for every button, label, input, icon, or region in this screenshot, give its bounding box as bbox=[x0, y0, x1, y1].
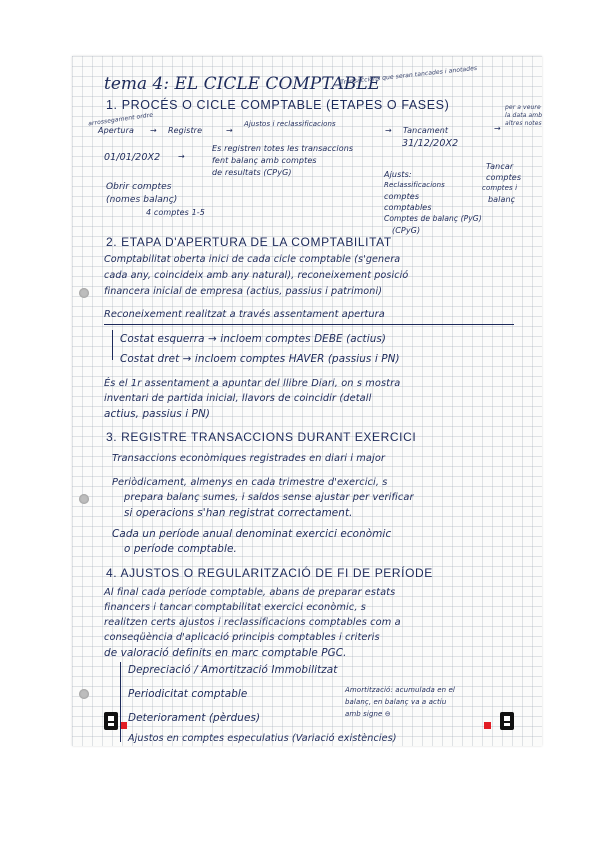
tanc-note: comptes i bbox=[482, 184, 518, 192]
margin-note: la data amb bbox=[505, 112, 543, 119]
binder-hole bbox=[79, 689, 89, 699]
flow-step: Ajustos i reclassificacions bbox=[244, 120, 336, 128]
bullet-item: Periodicitat comptable bbox=[128, 688, 248, 700]
ajust-note: comptes bbox=[384, 192, 420, 201]
binder-hole bbox=[79, 494, 89, 504]
red-marker-icon bbox=[120, 722, 127, 729]
bullet-item: Transaccions econòmiques registrades en diari i major bbox=[112, 453, 386, 464]
flow-step: Registre bbox=[168, 126, 203, 135]
underline bbox=[104, 324, 514, 325]
register-note: de resultats (CPyG) bbox=[212, 168, 292, 177]
arrow-icon: → bbox=[226, 126, 233, 135]
paragraph-line: És el 1r assentament a apuntar del llibre Diari, on s mostra bbox=[104, 378, 401, 389]
flow-step: Apertura bbox=[98, 126, 134, 135]
bracket-line bbox=[112, 330, 113, 360]
side-note: Amortització: acumulada en el bbox=[345, 686, 455, 694]
ajust-note: Reclassificacions bbox=[384, 181, 445, 189]
arrow-icon: → bbox=[150, 126, 157, 135]
paragraph-line: cada any, coincideix amb any natural), reconeixement posició bbox=[104, 270, 409, 281]
bullet-item: Periòdicament, almenys en cada trimestre d'exercici, s bbox=[112, 477, 388, 488]
bullet-item: Ajustos en comptes especulatius (Variació existències) bbox=[128, 733, 397, 744]
obrir-note: Obrir comptes bbox=[106, 182, 172, 192]
section-heading: 4. AJUSTOS O REGULARITZACIÓ DE FI DE PERÍODE bbox=[106, 566, 433, 580]
paragraph-line: actius, passius i PN) bbox=[104, 408, 211, 420]
bracket-line bbox=[120, 662, 121, 742]
bullet-item: Deteriorament (pèrdues) bbox=[128, 712, 261, 724]
paragraph-line: financera inicial de empresa (actius, passius i patrimoni) bbox=[104, 286, 383, 297]
tanc-note: Tancar bbox=[486, 162, 514, 171]
section-heading: 3. REGISTRE TRANSACCIONS DURANT EXERCICI bbox=[106, 430, 417, 444]
paragraph-line: Al final cada període comptable, abans de preparar estats bbox=[104, 587, 396, 598]
paragraph-line: Comptabilitat oberta inici de cada cicle comptable (s'genera bbox=[104, 254, 401, 265]
bullet-item: prepara balanç sumes, i saldos sense ajustar per verificar bbox=[124, 492, 414, 503]
paragraph-line: de valoració definits en marc comptable PGC. bbox=[104, 647, 347, 659]
arrow-icon: → bbox=[494, 124, 501, 133]
bullet-item: Depreciació / Amortització Immobilitzat bbox=[128, 664, 338, 676]
logo-icon bbox=[500, 712, 514, 730]
register-note: fent balanç amb comptes bbox=[212, 156, 317, 165]
side-note: amb signe ⊖ bbox=[345, 710, 391, 718]
paragraph-line: financers i tancar comptabilitat exercici econòmic, s bbox=[104, 602, 366, 613]
section-heading: 2. ETAPA D'APERTURA DE LA COMPTABILITAT bbox=[106, 235, 392, 249]
side-note: balanç, en balanç va a actiu bbox=[345, 698, 447, 706]
bullet-item: Costat esquerra → incloem comptes DEBE (actius) bbox=[120, 333, 387, 345]
binder-hole bbox=[79, 288, 89, 298]
paragraph-line: inventari de partida inicial, llavors de coincidir (detall bbox=[104, 393, 372, 404]
obrir-note: 4 comptes 1-5 bbox=[146, 208, 205, 217]
tanc-note: balanç bbox=[488, 195, 516, 204]
red-marker-icon bbox=[484, 722, 491, 729]
section-heading: 1. PROCÉS O CICLE COMPTABLE (ETAPES O FASES) bbox=[106, 98, 450, 112]
ajust-note: comptables bbox=[384, 203, 432, 212]
arrow-icon: → bbox=[178, 152, 185, 161]
paragraph-line: realitzen certs ajustos i reclassificacions comptables com a bbox=[104, 617, 401, 628]
register-note: Es registren totes les transaccions bbox=[212, 144, 354, 153]
tanc-note: comptes bbox=[486, 173, 522, 182]
margin-note: per a veure bbox=[505, 104, 541, 111]
arrow-icon: → bbox=[385, 126, 392, 135]
date-close: 31/12/20X2 bbox=[402, 138, 459, 149]
bullet-item: Cada un període anual denominat exercici econòmic bbox=[112, 528, 392, 540]
ajust-note: (CPyG) bbox=[392, 226, 421, 235]
obrir-note: (nomes balanç) bbox=[106, 195, 178, 205]
date-open: 01/01/20X2 bbox=[104, 152, 161, 163]
bullet-item: o període comptable. bbox=[124, 543, 237, 555]
side-note: arrossegament ordre bbox=[87, 111, 154, 128]
ajust-note: Comptes de balanç (PyG) bbox=[384, 214, 482, 223]
flow-step: Tancament bbox=[403, 126, 449, 135]
margin-note: altres notes bbox=[505, 120, 542, 127]
paragraph-line: Reconeixement realitzat a través assentament apertura bbox=[104, 309, 385, 320]
title-note: Transaccions que seran tancades i anotades bbox=[340, 64, 478, 87]
page-title: tema 4: EL CICLE COMPTABLE bbox=[104, 74, 381, 94]
ajust-note: Ajusts: bbox=[384, 170, 412, 179]
logo-icon bbox=[104, 712, 118, 730]
bullet-item: si operacions s'han registrat correctament. bbox=[124, 507, 353, 519]
paragraph-line: conseqüència d'aplicació principis comptables i criteris bbox=[104, 632, 380, 643]
bullet-item: Costat dret → incloem comptes HAVER (passius i PN) bbox=[120, 353, 400, 365]
